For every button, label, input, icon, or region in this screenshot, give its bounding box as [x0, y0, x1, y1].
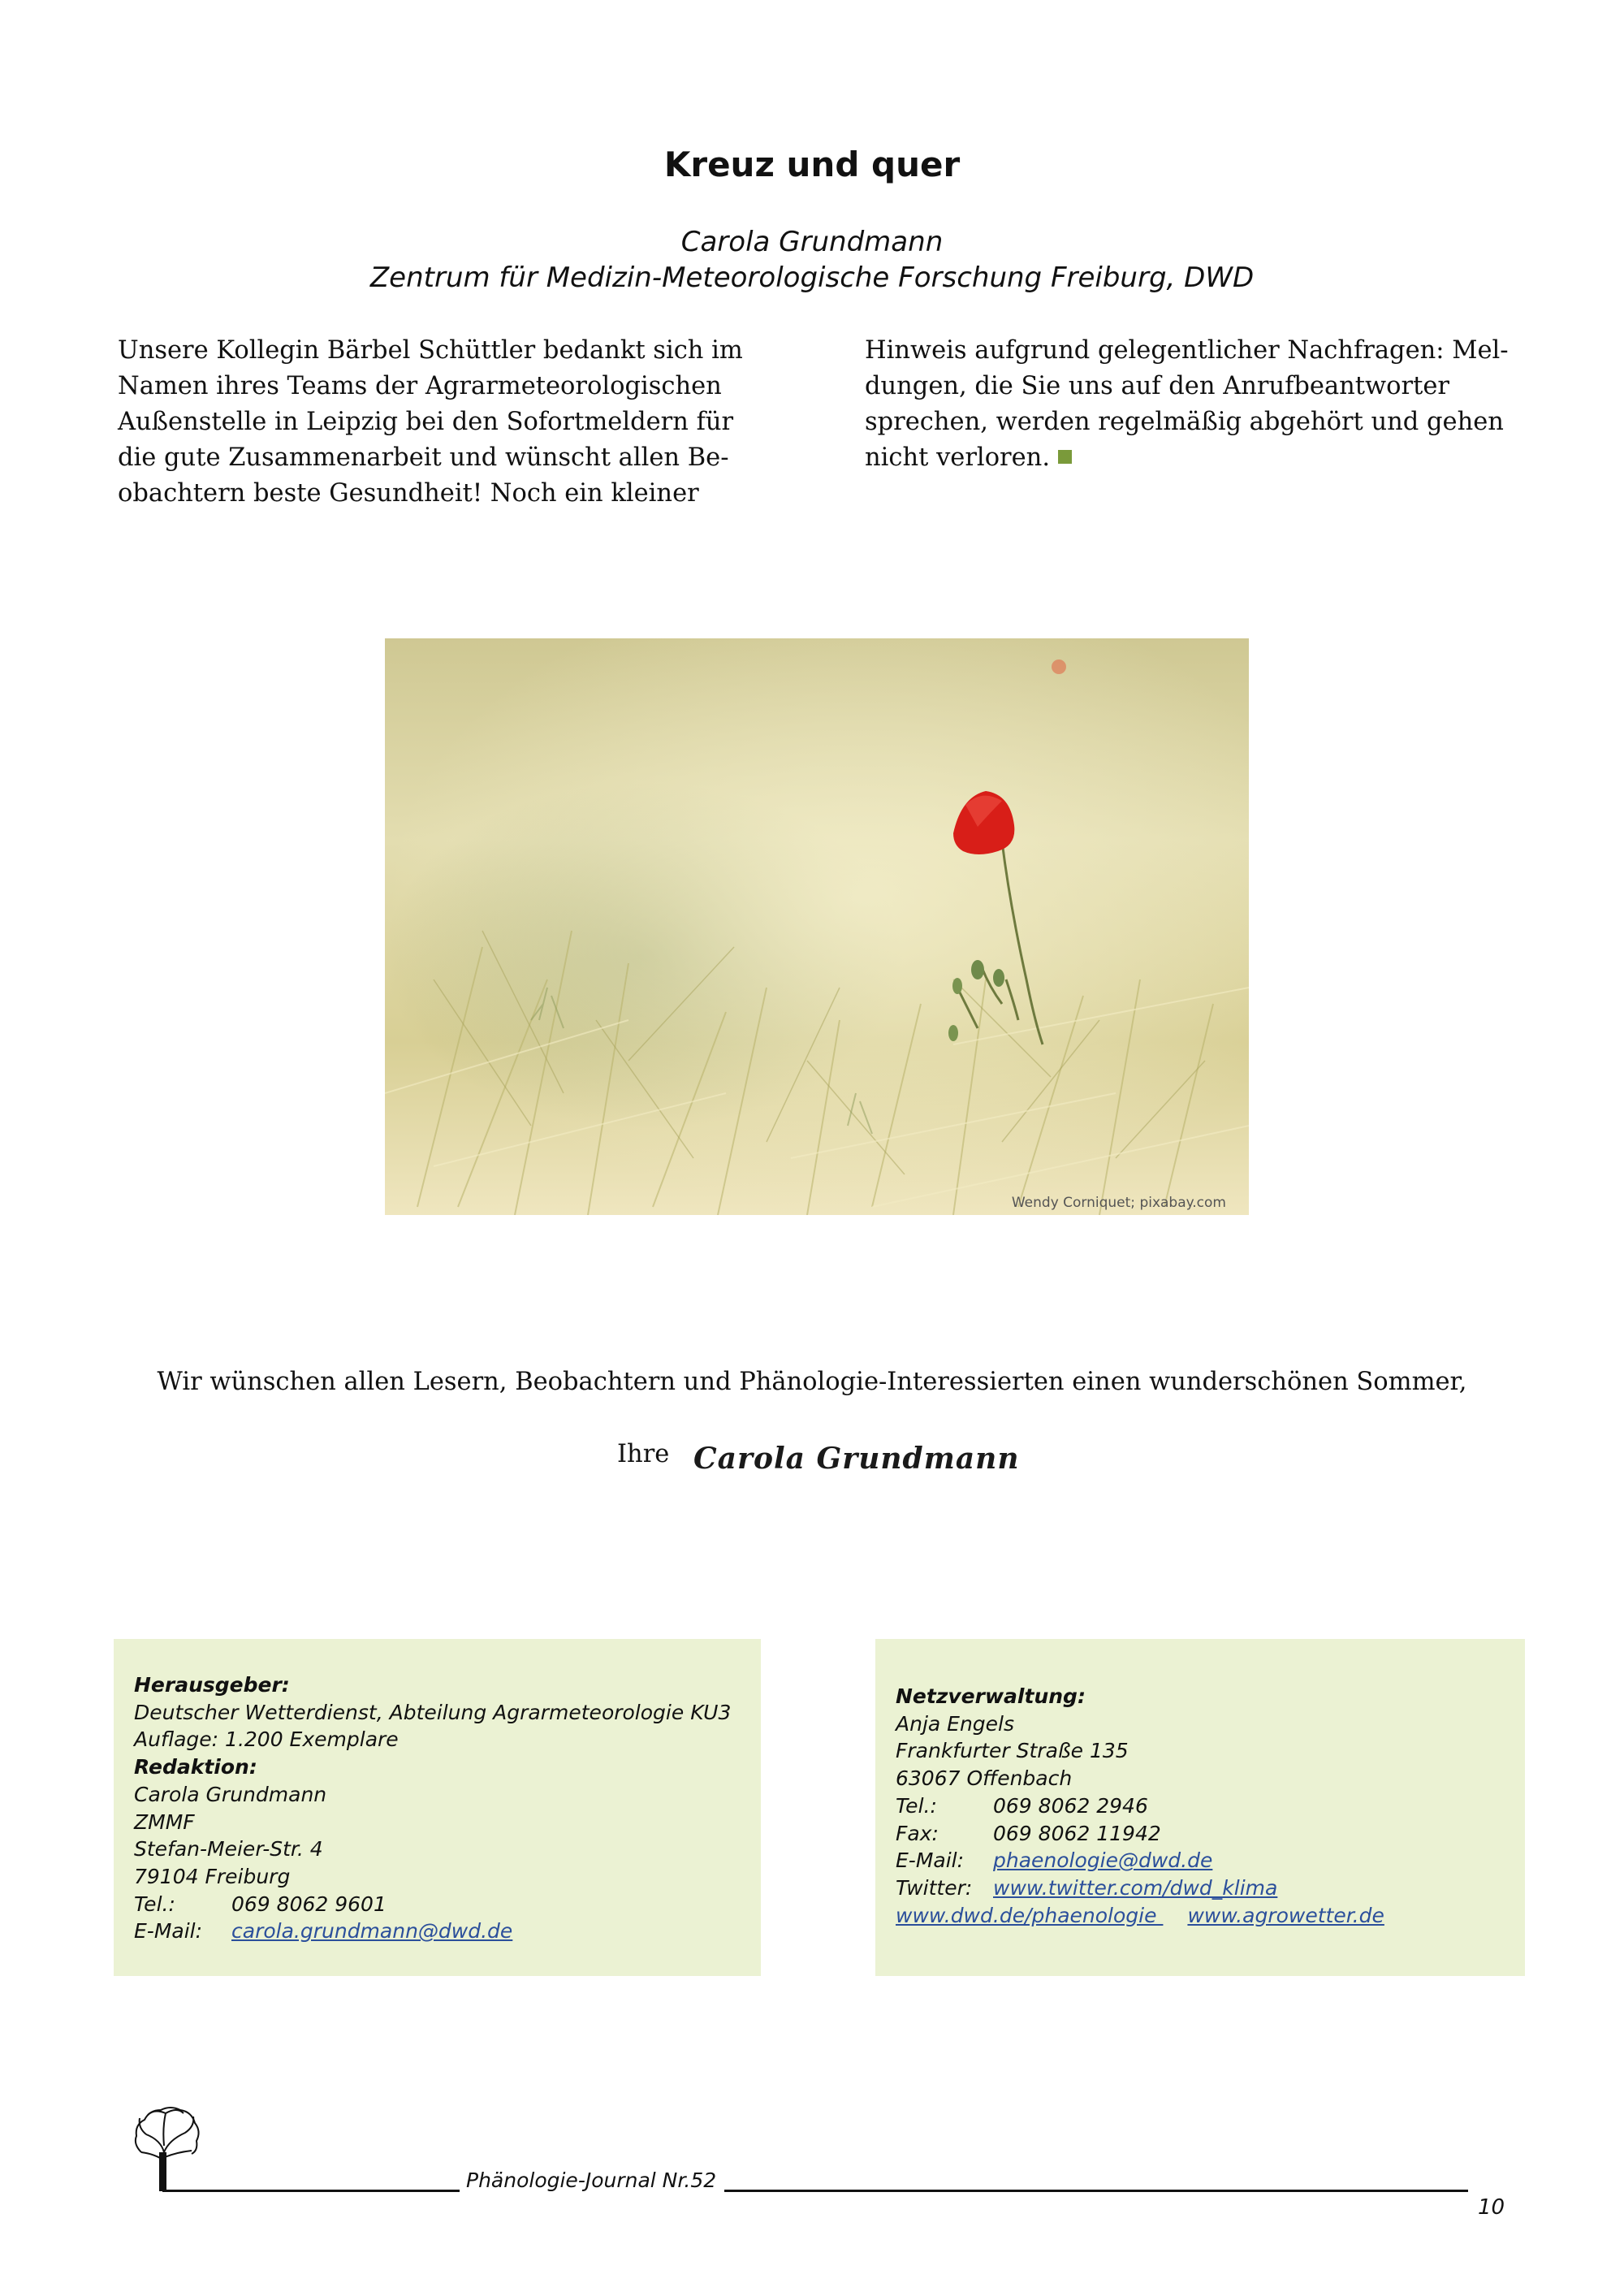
network-email-link[interactable]: phaenologie@dwd.de: [993, 1848, 1213, 1873]
editor-org: ZMMF: [134, 1810, 195, 1834]
journal-name: Phänologie-Journal Nr.52: [466, 2168, 717, 2192]
imprint-box: [114, 1639, 761, 1976]
editor-name: Carola Grundmann: [134, 1782, 327, 1806]
email-label: E-Mail:: [896, 1848, 965, 1873]
photo-credit: Wendy Corniquet; pixabay.com: [1011, 1195, 1226, 1211]
text-line: Hinweis aufgrund gelegentlicher Nachfragen: Mel-: [865, 336, 1509, 365]
footer-rule-left: [162, 2190, 460, 2192]
footer-rule-right: [724, 2190, 1468, 2192]
tree-logo-icon: [130, 2104, 203, 2193]
text-line: obachtern beste Gesundheit! Noch ein kleiner: [118, 479, 699, 508]
network-email: [896, 1847, 1384, 1874]
article-column-left: [118, 333, 767, 512]
email-label: E-Mail:: [134, 1919, 203, 1944]
imprint-content: [134, 1671, 731, 1945]
network-twitter: [896, 1874, 1384, 1902]
phone-label: Tel.:: [896, 1793, 937, 1818]
fax-label: Fax:: [896, 1821, 939, 1845]
network-name: Anja Engels: [896, 1711, 1015, 1736]
publisher: Deutscher Wetterdienst, Abteilung Agrarmeteorologie KU3: [134, 1700, 732, 1724]
editor-city: 79104 Freiburg: [134, 1864, 291, 1888]
network-fax: [896, 1820, 1384, 1848]
circulation: Auflage: 1.200 Exemplare: [134, 1727, 399, 1752]
text-line: dungen, die Sie uns auf den Anrufbeantworter: [865, 372, 1449, 400]
text-line-last: nicht verloren.: [865, 443, 1051, 472]
publisher-heading: Herausgeber:: [134, 1673, 290, 1697]
author-name: Carola Grundmann: [680, 226, 944, 258]
poppy-field-image: [385, 638, 1249, 1215]
text-line: Namen ihres Teams der Agrarmeteorologischen: [118, 372, 722, 400]
svg-text:Carola Grundmann: Carola Grundmann: [693, 1442, 1020, 1476]
editorial-heading: Redaktion:: [134, 1755, 257, 1779]
network-content: [896, 1683, 1384, 1929]
fax-value: 069 8062 11942: [993, 1821, 1161, 1845]
text-line: die gute Zusammenarbeit und wünscht allen Be-: [118, 443, 729, 472]
network-web-links: [896, 1902, 1384, 1930]
article-title: Kreuz und quer: [663, 145, 961, 184]
network-heading: Netzverwaltung:: [896, 1684, 1086, 1708]
dwd-phaenologie-link[interactable]: www.dwd.de/phaenologie: [896, 1903, 1164, 1927]
twitter-label: Twitter:: [896, 1875, 973, 1900]
text-line: Außenstelle in Leipzig bei den Sofortmeldern für: [118, 408, 734, 436]
network-phone: [896, 1792, 1384, 1820]
editor-email: [134, 1918, 731, 1945]
agrowetter-link[interactable]: www.agrowetter.de: [1187, 1903, 1384, 1927]
editor-street: Stefan-Meier-Str. 4: [134, 1837, 323, 1861]
author-block: [0, 224, 1624, 296]
end-of-article-square-icon: [1058, 450, 1072, 464]
poppy-field-photo: [385, 638, 1249, 1215]
phone-label: Tel.:: [134, 1892, 175, 1916]
phone-value: 069 8062 9601: [231, 1892, 387, 1916]
salutation: Ihre: [617, 1440, 670, 1468]
editor-email-link[interactable]: carola.grundmann@dwd.de: [231, 1919, 513, 1944]
text-line: [865, 440, 1514, 476]
network-street: Frankfurter Straße 135: [896, 1739, 1129, 1763]
network-box: [875, 1639, 1525, 1976]
handwritten-signature: [692, 1438, 1033, 1478]
network-city: 63067 Offenbach: [896, 1766, 1073, 1791]
editor-phone: [134, 1891, 731, 1918]
text-line: sprechen, werden regelmäßig abgehört und gehen: [865, 408, 1504, 436]
closing-wish: Wir wünschen allen Lesern, Beobachtern und Phänologie-Interessierten einen wunderschönen Sommer,: [157, 1368, 1467, 1396]
author-affiliation: Zentrum für Medizin-Meteorologische Forschung Freiburg, DWD: [369, 262, 1255, 294]
page-number: 10: [1478, 2195, 1505, 2220]
twitter-link[interactable]: www.twitter.com/dwd_klima: [993, 1875, 1278, 1900]
text-line: Unsere Kollegin Bärbel Schüttler bedankt sich im: [118, 336, 743, 365]
article-column-right: [865, 333, 1514, 476]
phone-value: 069 8062 2946: [993, 1793, 1148, 1818]
